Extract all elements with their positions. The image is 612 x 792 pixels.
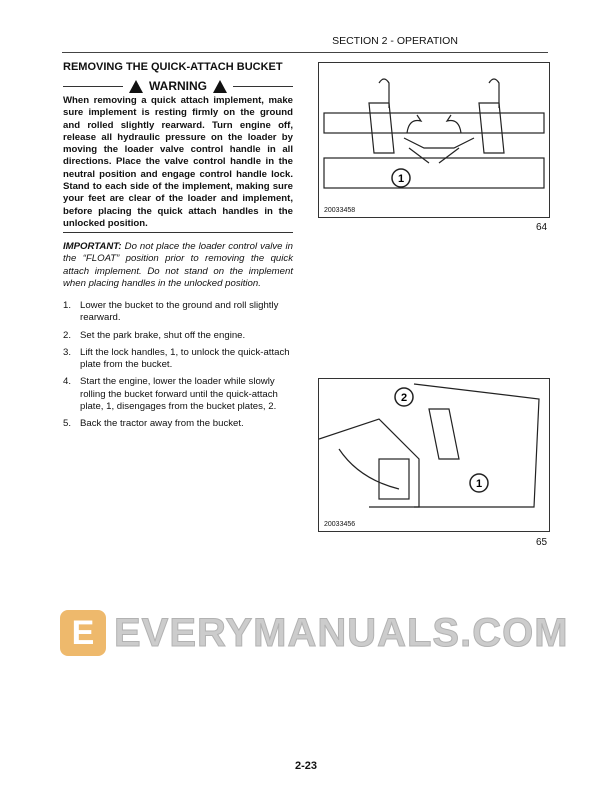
- warning-heading: [63, 79, 293, 93]
- step-text: Start the engine, lower the loader while slowly rolling the bucket forward until the quick-attach plate, 1, disengages from the bucket plates, 2.: [80, 376, 278, 413]
- divider: [63, 86, 123, 87]
- callout-label: 1: [397, 173, 405, 185]
- step-number: 5.: [63, 418, 72, 430]
- page-number: 2-23: [294, 760, 318, 772]
- warning-rule: [63, 232, 293, 233]
- warning-triangle-icon: [213, 80, 227, 93]
- step-text: Lower the bucket to the ground and roll slightly rearward.: [80, 300, 279, 324]
- watermark-text: EVERYMANUALS.COM: [114, 610, 569, 655]
- step-text: Back the tractor away from the bucket.: [80, 418, 244, 430]
- step-text: Set the park brake, shut off the engine.: [80, 329, 246, 341]
- list-item: [63, 300, 293, 325]
- important-label: IMPORTANT:: [63, 241, 122, 252]
- step-number: 3.: [63, 346, 72, 358]
- watermark-logo-icon: E: [60, 610, 106, 656]
- watermark: [60, 610, 569, 656]
- quick-attach-handles-drawing: [319, 63, 549, 217]
- figure-number: 65: [536, 537, 548, 548]
- steps-list: [63, 300, 293, 436]
- figure-64-illustration: [318, 62, 550, 218]
- important-text: Do not place the loader control valve in the “FLOAT” position prior to removing the quick attach implement. Do not stand on the implement when placing handles in the unlocked position.: [63, 241, 293, 289]
- list-item: [63, 347, 293, 372]
- warning-triangle-icon: [129, 80, 143, 93]
- step-number: 2.: [63, 329, 72, 341]
- warning-label: WARNING: [149, 79, 207, 93]
- figure-id: 20033456: [324, 521, 356, 528]
- divider: [233, 86, 293, 87]
- header-rule: [62, 52, 548, 53]
- figure-number: 64: [536, 222, 548, 233]
- step-number: 1.: [63, 300, 72, 311]
- bucket-disengage-drawing: [319, 379, 549, 531]
- section-title: REMOVING THE QUICK-ATTACH BUCKET: [63, 61, 283, 73]
- callout-label: 2: [400, 392, 408, 404]
- step-number: 4.: [63, 376, 72, 388]
- figure-id: 20033458: [324, 207, 356, 214]
- list-item: [63, 330, 293, 342]
- callout-label: 1: [475, 478, 483, 490]
- list-item: [63, 376, 293, 413]
- list-item: [63, 418, 293, 430]
- warning-text: When removing a quick attach implement, make sure implement is resting firmly on the ground and rolled slightly rearward. Turn engine off, release all hydraulic pressure on the loader by moving the loader valve control handle in all directions. Place the valve control handle in the neutral position and engage control handle lock. Stand to each side of the implement, making sure your feet are clear of the loader and implement, before placing the quick attach handles in the unlocked position.: [63, 95, 293, 229]
- figure-65-illustration: [318, 378, 550, 532]
- step-text: Lift the lock handles, 1, to unlock the quick-attach plate from the bucket.: [80, 346, 290, 371]
- important-note: [63, 241, 293, 290]
- section-header: SECTION 2 - OPERATION: [332, 35, 458, 47]
